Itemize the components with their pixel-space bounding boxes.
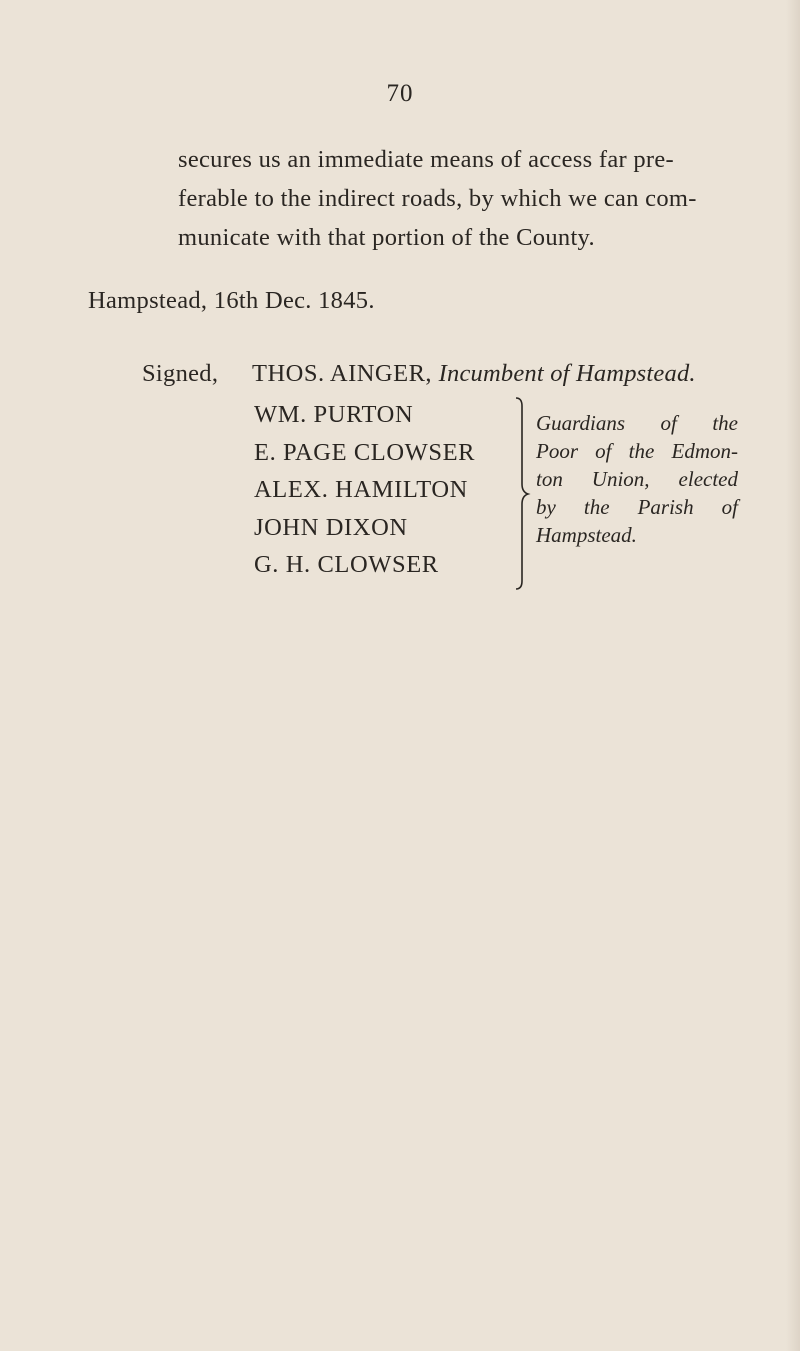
- body-line: municate with that portion of the County.: [178, 224, 595, 251]
- guardians-list: [254, 396, 475, 584]
- place-date: Hampstead, 16th Dec. 1845.: [88, 287, 375, 314]
- guardian-name: ALEX. HAMILTON: [254, 476, 468, 503]
- guardians-note-line: by the Parish of: [536, 495, 738, 519]
- guardian-name: G. H. CLOWSER: [254, 551, 439, 578]
- first-signer: [252, 360, 696, 388]
- body-line: secures us an immediate means of access far pre-: [178, 146, 675, 173]
- page-number: 70: [386, 80, 414, 107]
- guardian-name: JOHN DIXON: [254, 513, 408, 541]
- first-signer-title: Incumbent of Hampstead.: [438, 360, 696, 387]
- guardians-note: [536, 409, 738, 549]
- body-paragraph: [178, 140, 738, 257]
- page-edge-shadow: [786, 0, 800, 1351]
- guardians-note-line: Poor of the Edmon-: [536, 439, 738, 463]
- curly-brace: [512, 396, 532, 591]
- signed-label: Signed,: [142, 360, 219, 387]
- body-line: ferable to the indirect roads, by which we can com-: [178, 185, 697, 212]
- guardian-name: WM. PURTON: [254, 401, 414, 428]
- guardians-note-line: Hampstead.: [536, 523, 637, 547]
- first-signer-name: THOS. AINGER,: [252, 360, 433, 387]
- guardians-note-line: ton Union, elected: [536, 467, 738, 491]
- guardians-note-line: Guardians of the: [536, 411, 738, 435]
- guardian-name: E. PAGE CLOWSER: [254, 438, 476, 466]
